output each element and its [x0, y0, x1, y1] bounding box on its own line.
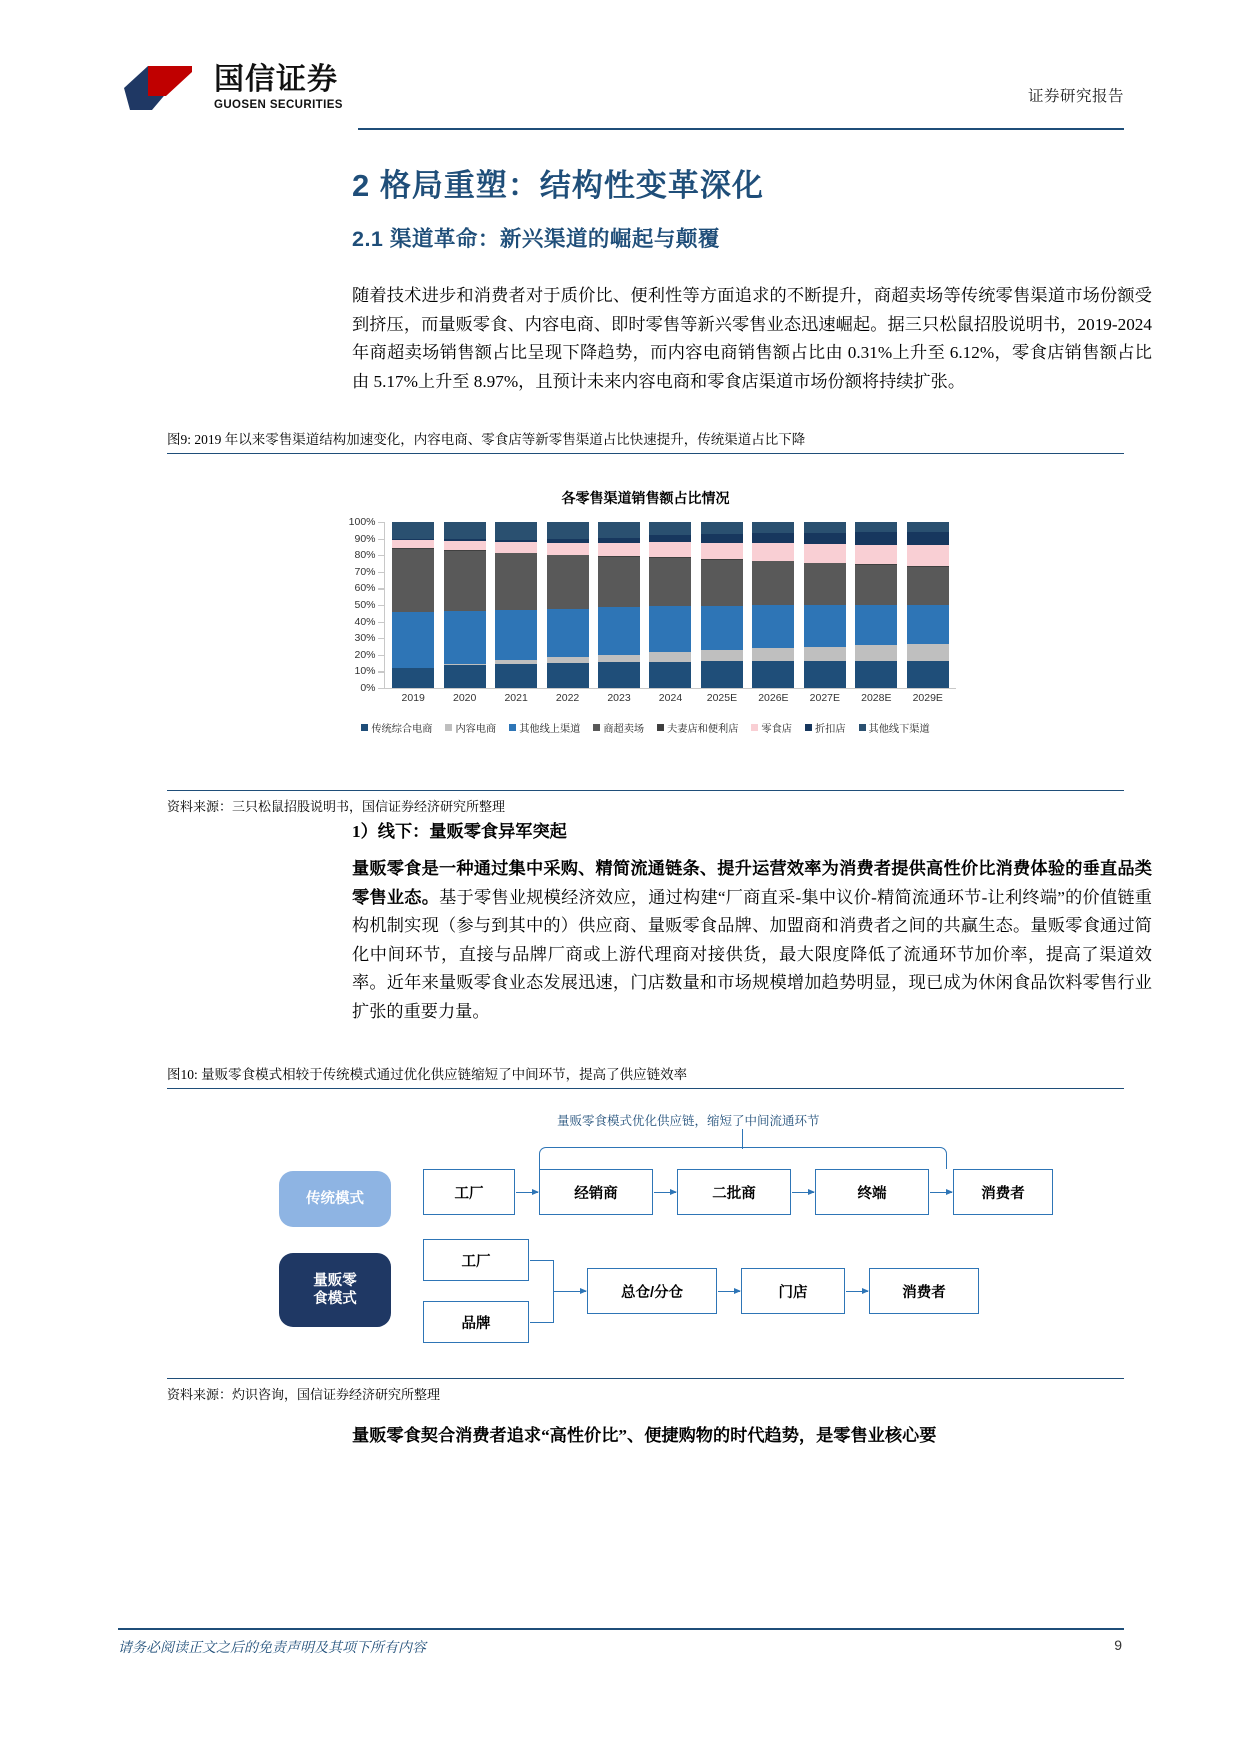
chart-y-tickmark [378, 688, 384, 689]
flow-node-store: 门店 [741, 1268, 845, 1314]
flow-node-terminal: 终端 [815, 1169, 929, 1215]
chart-bar-segment [495, 522, 537, 540]
liangfan-paragraph-rest: 基于零售业规模经济效应，通过构建“厂商直采-集中议价-精简流通环节-让利终端”的价值链重构机制实现（参与到其中的）供应商、量贩零食品牌、加盟商和消费者之间的共赢生态。量贩零食通过简化中间环节，直接与品牌厂商或上游代理商对接供货，最大限度降低了流通环节加价率，提高了渠道效率。近年来量贩零食业态发展迅速，门店数量和市场规模增加趋势明显，现已成为休闲食品饮料零售行业扩张的重要力量。 [352, 887, 1152, 1021]
chart-legend [167, 720, 1124, 735]
footer-divider [118, 1628, 1124, 1630]
chart-bar-segment [392, 549, 434, 612]
chart-bar-segment [495, 553, 537, 609]
chart-bar-segment [444, 541, 486, 550]
chart-bar-segment [907, 644, 949, 661]
flow-node-consumer: 消费者 [953, 1169, 1053, 1215]
flow-arrow-6 [718, 1291, 740, 1292]
chart-bar-segment [495, 610, 537, 661]
chart-bar-segment [701, 650, 743, 662]
chart-legend-item [593, 720, 644, 735]
liangfan-mode-pill-label: 量贩零 食模式 [313, 1272, 357, 1307]
figure9-caption: 图9: 2019 年以来零售渠道结构加速变化，内容电商、零食店等新零售渠道占比快速提升，传统渠道占比下降 [167, 428, 1124, 454]
chart-bar-segment [804, 605, 846, 647]
flow-node-brand: 品牌 [423, 1301, 529, 1343]
chart-bar-segment [752, 648, 794, 661]
guosen-logo-icon [118, 62, 204, 114]
chart-bar-column [649, 522, 691, 688]
chart-bar-column [495, 522, 537, 688]
chart-bar-segment [804, 533, 846, 544]
chart-bar-segment [907, 532, 949, 546]
chart-bar-column [444, 522, 486, 688]
flow-arrow-1 [516, 1192, 538, 1193]
chart-bar-segment [444, 665, 486, 688]
chart-bar-segment [649, 662, 691, 688]
flow-node-secondary: 二批商 [677, 1169, 791, 1215]
chart-bar-segment [752, 605, 794, 648]
chart-bar-segment [444, 611, 486, 664]
flow-connector-a [530, 1260, 554, 1261]
chart-bar-segment [649, 606, 691, 652]
chart-x-axis-line [384, 688, 956, 689]
chart-bar-segment [907, 522, 949, 532]
chart-legend-label: 夫妻店和便利店 [667, 724, 739, 735]
chart-bar-segment [547, 543, 589, 554]
chart-x-tick-label: 2029E [912, 692, 943, 704]
chart-legend-item [361, 720, 432, 735]
page-header [118, 62, 1124, 134]
brand-name-en: GUOSEN SECURITIES [214, 99, 343, 111]
chart-y-tickmark [378, 605, 384, 606]
chart-bar-segment [804, 563, 846, 605]
chart-bar-segment [547, 522, 589, 539]
chart-bar-segment [392, 540, 434, 549]
chart-legend-label: 折扣店 [814, 724, 846, 735]
chart-legend-item [751, 720, 792, 735]
chart-bar-segment [855, 545, 897, 565]
chart-legend-label: 零食店 [761, 724, 792, 735]
chart-legend-label: 传统综合电商 [371, 724, 433, 735]
chart-legend-swatch [751, 724, 758, 731]
chart-bar-segment [444, 551, 486, 611]
closing-paragraph: 量贩零食契合消费者追求“高性价比”、便捷购物的时代趋势，是零售业核心要 [352, 1426, 937, 1445]
figure10-caption: 图10: 量贩零食模式相较于传统模式通过优化供应链缩短了中间环节，提高了供应链效率 [167, 1063, 1124, 1089]
chart-bar-segment [804, 661, 846, 688]
footer-page-number: 9 [1114, 1637, 1122, 1653]
document-type-label: 证券研究报告 [1027, 88, 1124, 105]
chart-bar-segment [392, 522, 434, 539]
chart-legend-label: 其他线下渠道 [868, 724, 930, 735]
chart-y-tick: 90% [354, 532, 376, 545]
chart-y-tickmark [378, 555, 384, 556]
chart-bar-segment [547, 663, 589, 688]
chart-legend-swatch [859, 724, 866, 731]
chart-bar-segment [649, 522, 691, 535]
chart-bar-segment [752, 543, 794, 560]
footer-disclaimer: 请务必阅读正文之后的免责声明及其项下所有内容 [118, 1639, 426, 1655]
brand-name-cn: 国信证券 [214, 63, 338, 96]
chart-x-tick-label: 2027E [809, 692, 841, 704]
chart-x-tick-label: 2022 [555, 692, 580, 704]
chart-x-tick-label: 2024 [658, 692, 683, 704]
chart-legend-label: 内容电商 [455, 724, 497, 735]
flow-arrow-3 [792, 1192, 814, 1193]
chart-y-tickmark [378, 622, 384, 623]
chart-bar-column [701, 522, 743, 688]
header-divider [358, 128, 1124, 130]
chart-y-tick: 80% [354, 549, 376, 562]
chart-title: 各零售渠道销售额占比情况 [561, 490, 730, 506]
intro-paragraph: 随着技术进步和消费者对于质价比、便利性等方面追求的不断提升，商超卖场等传统零售渠道市场份额受到挤压，而量贩零食、内容电商、即时零售等新兴零售业态迅速崛起。据三只松鼠招股说明书，2019-2024 年商超卖场销售额占比呈现下降趋势，而内容电商销售额占比由 0.31%上升至 6.12%，零食店销售额占比由 5.17%上升至 8.97%，且预计未来内容电商和零食店渠道市场份额将持续扩张。 [352, 286, 1152, 391]
chart-y-tickmark [378, 588, 384, 589]
chart-y-tickmark [378, 539, 384, 540]
chart-y-tickmark [378, 522, 384, 523]
chart-bar-segment [701, 534, 743, 542]
chart-legend-swatch [509, 724, 516, 731]
flow-brace [539, 1147, 947, 1169]
chart-bar-segment [392, 612, 434, 668]
chart-bar-segment [907, 567, 949, 605]
chart-y-tickmark [378, 638, 384, 639]
flow-arrow-2 [654, 1192, 676, 1193]
chart-legend-swatch [445, 724, 452, 731]
chart-bar-segment [907, 605, 949, 644]
chart-bar-segment [598, 522, 640, 538]
chart-y-tick: 70% [354, 565, 376, 578]
chart-legend-label: 其他线上渠道 [519, 724, 581, 735]
figure10-diagram [167, 1105, 1124, 1357]
flow-node-warehouse: 总仓/分仓 [587, 1268, 717, 1314]
chart-x-tick-label: 2021 [504, 692, 528, 704]
chart-bar-segment [701, 543, 743, 559]
chart-bar-segment [649, 542, 691, 557]
chart-bar-column [804, 522, 846, 688]
chart-x-labels [388, 692, 954, 704]
chart-bar-segment [855, 532, 897, 544]
chart-bar-segment [855, 661, 897, 688]
chart-bar-segment [598, 607, 640, 654]
chart-y-tick: 60% [354, 582, 376, 595]
chart-legend-swatch [657, 724, 664, 731]
figure9-source: 资料来源：三只松鼠招股说明书，国信证券经济研究所整理 [167, 790, 1124, 815]
flow-arrow-4 [930, 1192, 952, 1193]
chart-bar-segment [444, 522, 486, 539]
figure10-source: 资料来源：灼识咨询，国信证券经济研究所整理 [167, 1378, 1124, 1403]
chart-legend-swatch [593, 724, 600, 731]
flow-note-text: 量贩零食模式优化供应链，缩短了中间流通环节 [557, 1114, 820, 1128]
chart-y-tickmark [378, 572, 384, 573]
flow-node-factory-2: 工厂 [423, 1239, 529, 1281]
chart-bar-segment [752, 561, 794, 605]
chart-bar-segment [701, 661, 743, 688]
flow-node-distributor: 经销商 [539, 1169, 653, 1215]
chart-bar-column [855, 522, 897, 688]
chart-bar-segment [752, 522, 794, 533]
chart-x-tick-label: 2023 [607, 692, 631, 704]
chart-bar-segment [649, 652, 691, 662]
chart-y-tickmark [378, 671, 384, 672]
chart-x-tick-label: 2020 [452, 692, 477, 704]
chart-y-axis [336, 516, 382, 694]
chart-legend-item [859, 720, 930, 735]
flow-brace-stem [742, 1129, 743, 1149]
chart-legend-item [509, 720, 580, 735]
chart-bar-segment [855, 522, 897, 532]
flow-connector-b [530, 1322, 554, 1323]
chart-bar-segment [701, 606, 743, 650]
chart-bar-segment [598, 557, 640, 608]
flow-arrow-7 [846, 1291, 868, 1292]
chart-y-tick: 10% [354, 665, 376, 678]
chart-y-tick: 50% [354, 599, 376, 611]
chart-bar-segment [804, 544, 846, 563]
chart-y-tick: 100% [348, 516, 376, 528]
liangfan-mode-pill [279, 1253, 391, 1327]
chart-bar-segment [907, 545, 949, 566]
chart-x-tick-label: 2025E [706, 692, 738, 704]
liangfan-paragraph-bold: 量贩零食是一种通过集中采购、精简流通链条、提升运营效率为消费者提供高性价比消费体验的垂直品类零售业态。 [352, 859, 1152, 907]
chart-bar-column [547, 522, 589, 688]
chart-legend-item [805, 720, 846, 735]
chart-bar-segment [752, 533, 794, 543]
chart-y-tick: 0% [360, 682, 376, 694]
chart-bar-segment [598, 543, 640, 556]
chart-bar-segment [547, 555, 589, 608]
chart-bar-segment [855, 645, 897, 660]
chart-bar-segment [804, 522, 846, 533]
chart-bars [388, 522, 954, 688]
subhead-offline: 1）线下：量贩零食异军突起 [352, 822, 567, 841]
flow-arrow-5 [554, 1291, 586, 1292]
chart-bar-segment [752, 661, 794, 688]
chart-legend-swatch [805, 724, 812, 731]
traditional-mode-pill: 传统模式 [279, 1171, 391, 1227]
chart-x-tick-label: 2028E [861, 692, 892, 704]
subsection-heading: 2.1 渠道革命：新兴渠道的崛起与颠覆 [352, 227, 720, 251]
chart-bar-segment [701, 560, 743, 606]
flow-node-factory: 工厂 [423, 1169, 515, 1215]
liangfan-paragraph [352, 855, 1152, 1026]
section-heading: 2 格局重塑：结构性变革深化 [352, 168, 764, 203]
chart-bar-segment [701, 522, 743, 534]
chart-legend-swatch [361, 724, 368, 731]
chart-plot-area [336, 516, 956, 704]
chart-bar-column [392, 522, 434, 688]
chart-bar-segment [907, 661, 949, 688]
chart-bar-segment [804, 647, 846, 661]
chart-bar-segment [495, 664, 537, 688]
chart-bar-segment [649, 535, 691, 542]
chart-y-tickmark [378, 655, 384, 656]
chart-bar-segment [598, 655, 640, 662]
flow-node-consumer-2: 消费者 [869, 1268, 979, 1314]
chart-bar-column [907, 522, 949, 688]
chart-x-tick-label: 2026E [758, 692, 789, 704]
chart-bar-segment [649, 558, 691, 606]
chart-bar-segment [495, 542, 537, 552]
chart-legend-label: 商超卖场 [603, 724, 645, 735]
chart-bar-column [752, 522, 794, 688]
figure9-chart [167, 470, 1124, 770]
chart-y-tick: 20% [354, 648, 376, 661]
chart-y-tick: 30% [354, 632, 376, 645]
chart-bar-segment [598, 662, 640, 688]
chart-bar-segment [855, 605, 897, 645]
chart-y-tick: 40% [354, 615, 376, 628]
chart-bar-segment [547, 609, 589, 658]
brand-logo [118, 62, 343, 114]
chart-x-tick-label: 2019 [401, 692, 425, 704]
chart-bar-column [598, 522, 640, 688]
chart-bar-segment [855, 565, 897, 605]
chart-y-axis-line [384, 522, 385, 688]
chart-bar-segment [392, 668, 434, 688]
chart-legend-item [445, 720, 496, 735]
chart-legend-item [657, 720, 738, 735]
